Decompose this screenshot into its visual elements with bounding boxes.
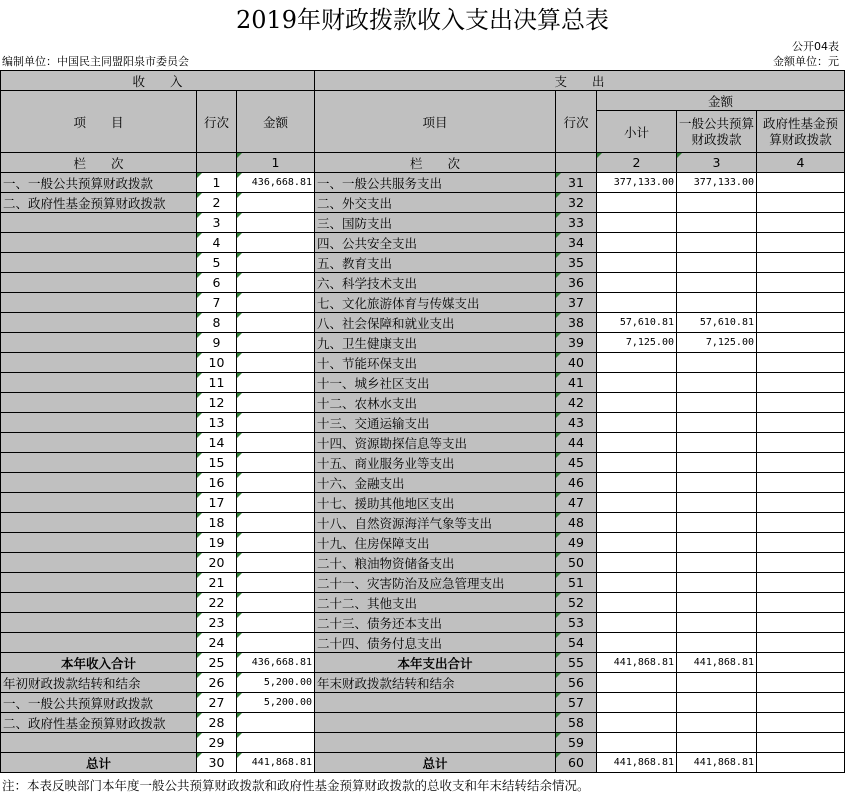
income-amount xyxy=(237,273,315,293)
expense-item: 六、科学技术支出 xyxy=(315,273,556,293)
income-item xyxy=(1,253,197,273)
expense-subtotal xyxy=(597,273,677,293)
table-row xyxy=(1,313,845,333)
expense-item: 三、国防支出 xyxy=(315,213,556,233)
expense-row-no: 37 xyxy=(556,293,597,313)
expense-row-no-header: 行次 xyxy=(556,91,597,153)
expense-general-budget xyxy=(677,493,757,513)
document-number: 公开04表 xyxy=(792,40,839,53)
income-item xyxy=(1,453,197,473)
expense-item: 十九、住房保障支出 xyxy=(315,533,556,553)
income-row-no: 1 xyxy=(197,173,237,193)
table-row xyxy=(1,613,845,633)
expense-fund-budget xyxy=(757,613,845,633)
income-row-no: 15 xyxy=(197,453,237,473)
income-row-no: 6 xyxy=(197,273,237,293)
fund-budget-header: 政府性基金预算财政拨款 xyxy=(757,111,845,153)
expense-fund-budget xyxy=(757,733,845,753)
table-row xyxy=(1,173,845,193)
income-row-no: 22 xyxy=(197,593,237,613)
income-item: 一、一般公共预算财政拨款 xyxy=(1,173,197,193)
expense-fund-budget xyxy=(757,193,845,213)
income-row-no: 19 xyxy=(197,533,237,553)
income-amount: 436,668.81 xyxy=(237,653,315,673)
income-row-no: 17 xyxy=(197,493,237,513)
income-row-no: 10 xyxy=(197,353,237,373)
expense-row-no: 52 xyxy=(556,593,597,613)
expense-row-no: 53 xyxy=(556,613,597,633)
footnote: 注：本表反映部门本年度一般公共预算财政拨款和政府性基金预算财政拨款的总收支和年末结转结余情况。 xyxy=(2,778,590,793)
table-row xyxy=(1,193,845,213)
expense-subtotal xyxy=(597,293,677,313)
table-row xyxy=(1,733,845,753)
expense-general-budget xyxy=(677,293,757,313)
expense-subtotal xyxy=(597,433,677,453)
income-row-no: 2 xyxy=(197,193,237,213)
expense-general-budget: 377,133.00 xyxy=(677,173,757,193)
income-amount xyxy=(237,493,315,513)
report-title: 2019年财政拨款收入支出决算总表 xyxy=(235,6,610,34)
income-item xyxy=(1,473,197,493)
table-row xyxy=(1,413,845,433)
income-item xyxy=(1,733,197,753)
income-amount xyxy=(237,533,315,553)
expense-row-no: 41 xyxy=(556,373,597,393)
column-number-4: 4 xyxy=(757,153,845,173)
expense-row-no: 47 xyxy=(556,493,597,513)
income-amount xyxy=(237,593,315,613)
income-row-no: 18 xyxy=(197,513,237,533)
table-row xyxy=(1,513,845,533)
table-row xyxy=(1,253,845,273)
expense-item: 二十一、灾害防治及应急管理支出 xyxy=(315,573,556,593)
amount-unit: 金额单位：元 xyxy=(773,55,839,68)
expense-fund-budget xyxy=(757,713,845,733)
expense-general-budget xyxy=(677,593,757,613)
expense-subtotal: 377,133.00 xyxy=(597,173,677,193)
expense-row-no: 49 xyxy=(556,533,597,553)
expense-fund-budget xyxy=(757,173,845,193)
table-row xyxy=(1,633,845,653)
expense-row-no: 32 xyxy=(556,193,597,213)
expense-row-no: 48 xyxy=(556,513,597,533)
expense-subtotal xyxy=(597,633,677,653)
expense-fund-budget xyxy=(757,493,845,513)
income-item xyxy=(1,593,197,613)
expense-row-no: 56 xyxy=(556,673,597,693)
table-row xyxy=(1,553,845,573)
expense-subtotal xyxy=(597,453,677,473)
expense-item: 二、外交支出 xyxy=(315,193,556,213)
expense-row-no: 58 xyxy=(556,713,597,733)
income-row-no: 13 xyxy=(197,413,237,433)
expense-fund-budget xyxy=(757,633,845,653)
table-row xyxy=(1,573,845,593)
income-item xyxy=(1,233,197,253)
expense-item: 二十四、债务付息支出 xyxy=(315,633,556,653)
income-item: 一、一般公共预算财政拨款 xyxy=(1,693,197,713)
income-row-no: 7 xyxy=(197,293,237,313)
general-budget-header: 一般公共预算财政拨款 xyxy=(677,111,757,153)
column-blank-2 xyxy=(556,153,597,173)
expense-general-budget: 441,868.81 xyxy=(677,653,757,673)
expense-general-budget xyxy=(677,433,757,453)
expense-general-budget xyxy=(677,193,757,213)
expense-fund-budget xyxy=(757,293,845,313)
income-row-no: 4 xyxy=(197,233,237,253)
income-row-no: 21 xyxy=(197,573,237,593)
table-row xyxy=(1,453,845,473)
expense-general-budget xyxy=(677,393,757,413)
expense-subtotal xyxy=(597,733,677,753)
column-number-1: 1 xyxy=(237,153,315,173)
expense-subtotal: 57,610.81 xyxy=(597,313,677,333)
expense-general-budget xyxy=(677,573,757,593)
expense-general-budget: 57,610.81 xyxy=(677,313,757,333)
expense-general-budget xyxy=(677,233,757,253)
income-amount xyxy=(237,613,315,633)
table-row xyxy=(1,393,845,413)
column-label-expense: 栏 次 xyxy=(315,153,556,173)
expense-subtotal xyxy=(597,413,677,433)
table-row xyxy=(1,213,845,233)
income-row-no: 8 xyxy=(197,313,237,333)
table-row xyxy=(1,753,845,773)
table-row xyxy=(1,353,845,373)
income-row-no: 30 xyxy=(197,753,237,773)
expense-row-no: 31 xyxy=(556,173,597,193)
table-row xyxy=(1,593,845,613)
expense-item: 十三、交通运输支出 xyxy=(315,413,556,433)
expense-general-budget xyxy=(677,553,757,573)
income-amount xyxy=(237,213,315,233)
expense-item-header: 项目 xyxy=(315,91,556,153)
expense-general-budget xyxy=(677,513,757,533)
expense-fund-budget xyxy=(757,653,845,673)
expense-row-no: 34 xyxy=(556,233,597,253)
expense-item xyxy=(315,713,556,733)
table-row xyxy=(1,293,845,313)
expense-subtotal xyxy=(597,613,677,633)
expense-row-no: 36 xyxy=(556,273,597,293)
expense-fund-budget xyxy=(757,253,845,273)
income-amount xyxy=(237,573,315,593)
expense-row-no: 54 xyxy=(556,633,597,653)
income-row-no: 23 xyxy=(197,613,237,633)
expense-item: 十一、城乡社区支出 xyxy=(315,373,556,393)
expense-item: 十八、自然资源海洋气象等支出 xyxy=(315,513,556,533)
expense-amount-header: 金额 xyxy=(597,91,845,111)
income-item xyxy=(1,573,197,593)
income-header: 收 入 xyxy=(1,71,315,91)
expense-item: 本年支出合计 xyxy=(315,653,556,673)
expense-subtotal xyxy=(597,673,677,693)
income-item xyxy=(1,213,197,233)
income-amount xyxy=(237,353,315,373)
income-row-no-header: 行次 xyxy=(197,91,237,153)
expense-fund-budget xyxy=(757,433,845,453)
table-row xyxy=(1,333,845,353)
expense-subtotal xyxy=(597,693,677,713)
expense-header: 支 出 xyxy=(315,71,845,91)
table-row xyxy=(1,373,845,393)
expense-row-no: 51 xyxy=(556,573,597,593)
expense-row-no: 60 xyxy=(556,753,597,773)
income-amount xyxy=(237,633,315,653)
expense-general-budget xyxy=(677,453,757,473)
income-amount xyxy=(237,513,315,533)
expense-general-budget: 441,868.81 xyxy=(677,753,757,773)
budget-table xyxy=(0,70,845,773)
expense-fund-budget xyxy=(757,453,845,473)
table-row xyxy=(1,673,845,693)
expense-item: 十五、商业服务业等支出 xyxy=(315,453,556,473)
expense-row-no: 45 xyxy=(556,453,597,473)
income-row-no: 27 xyxy=(197,693,237,713)
income-amount: 5,200.00 xyxy=(237,693,315,713)
expense-general-budget xyxy=(677,713,757,733)
expense-fund-budget xyxy=(757,553,845,573)
income-row-no: 5 xyxy=(197,253,237,273)
expense-row-no: 57 xyxy=(556,693,597,713)
expense-subtotal xyxy=(597,473,677,493)
expense-fund-budget xyxy=(757,273,845,293)
expense-row-no: 33 xyxy=(556,213,597,233)
expense-general-budget xyxy=(677,213,757,233)
expense-item: 七、文化旅游体育与传媒支出 xyxy=(315,293,556,313)
expense-fund-budget xyxy=(757,233,845,253)
expense-fund-budget xyxy=(757,353,845,373)
expense-fund-budget xyxy=(757,673,845,693)
expense-row-no: 55 xyxy=(556,653,597,673)
income-item xyxy=(1,513,197,533)
expense-fund-budget xyxy=(757,513,845,533)
expense-item: 十、节能环保支出 xyxy=(315,353,556,373)
expense-general-budget xyxy=(677,533,757,553)
table-row xyxy=(1,533,845,553)
expense-item: 八、社会保障和就业支出 xyxy=(315,313,556,333)
expense-item: 一、一般公共服务支出 xyxy=(315,173,556,193)
income-item xyxy=(1,633,197,653)
expense-general-budget xyxy=(677,413,757,433)
income-amount xyxy=(237,393,315,413)
income-amount: 441,868.81 xyxy=(237,753,315,773)
expense-general-budget: 7,125.00 xyxy=(677,333,757,353)
expense-fund-budget xyxy=(757,413,845,433)
income-row-no: 24 xyxy=(197,633,237,653)
income-item: 年初财政拨款结转和结余 xyxy=(1,673,197,693)
income-item xyxy=(1,273,197,293)
income-item xyxy=(1,293,197,313)
column-number-2: 2 xyxy=(597,153,677,173)
expense-item: 十四、资源勘探信息等支出 xyxy=(315,433,556,453)
income-row-no: 3 xyxy=(197,213,237,233)
expense-general-budget xyxy=(677,373,757,393)
income-row-no: 16 xyxy=(197,473,237,493)
income-amount xyxy=(237,253,315,273)
expense-item: 十六、金融支出 xyxy=(315,473,556,493)
expense-general-budget xyxy=(677,273,757,293)
expense-row-no: 50 xyxy=(556,553,597,573)
expense-fund-budget xyxy=(757,393,845,413)
income-item xyxy=(1,393,197,413)
table-row xyxy=(1,473,845,493)
expense-fund-budget xyxy=(757,533,845,553)
income-amount: 5,200.00 xyxy=(237,673,315,693)
expense-subtotal: 7,125.00 xyxy=(597,333,677,353)
expense-fund-budget xyxy=(757,373,845,393)
expense-subtotal xyxy=(597,593,677,613)
expense-item xyxy=(315,733,556,753)
income-amount: 436,668.81 xyxy=(237,173,315,193)
income-item xyxy=(1,413,197,433)
income-item xyxy=(1,493,197,513)
income-amount xyxy=(237,333,315,353)
subtotal-header: 小计 xyxy=(597,111,677,153)
expense-row-no: 39 xyxy=(556,333,597,353)
expense-fund-budget xyxy=(757,753,845,773)
column-blank-1 xyxy=(197,153,237,173)
income-row-no: 11 xyxy=(197,373,237,393)
income-amount xyxy=(237,713,315,733)
income-row-no: 20 xyxy=(197,553,237,573)
table-row xyxy=(1,493,845,513)
income-amount xyxy=(237,473,315,493)
expense-general-budget xyxy=(677,673,757,693)
expense-subtotal xyxy=(597,533,677,553)
income-item xyxy=(1,353,197,373)
expense-row-no: 40 xyxy=(556,353,597,373)
income-amount xyxy=(237,413,315,433)
income-item xyxy=(1,433,197,453)
expense-subtotal xyxy=(597,353,677,373)
expense-subtotal xyxy=(597,233,677,253)
table-row xyxy=(1,693,845,713)
expense-general-budget xyxy=(677,353,757,373)
expense-fund-budget xyxy=(757,473,845,493)
expense-row-no: 46 xyxy=(556,473,597,493)
expense-general-budget xyxy=(677,613,757,633)
expense-item: 九、卫生健康支出 xyxy=(315,333,556,353)
income-amount xyxy=(237,233,315,253)
expense-subtotal xyxy=(597,373,677,393)
expense-subtotal xyxy=(597,253,677,273)
income-row-no: 25 xyxy=(197,653,237,673)
expense-subtotal: 441,868.81 xyxy=(597,753,677,773)
expense-item: 五、教育支出 xyxy=(315,253,556,273)
column-number-3: 3 xyxy=(677,153,757,173)
income-amount xyxy=(237,293,315,313)
expense-item: 二十、粮油物资储备支出 xyxy=(315,553,556,573)
table-row xyxy=(1,713,845,733)
expense-subtotal xyxy=(597,393,677,413)
income-item: 本年收入合计 xyxy=(1,653,197,673)
expense-subtotal xyxy=(597,553,677,573)
income-amount xyxy=(237,433,315,453)
expense-item: 十二、农林水支出 xyxy=(315,393,556,413)
expense-fund-budget xyxy=(757,213,845,233)
table-row xyxy=(1,653,845,673)
expense-subtotal xyxy=(597,713,677,733)
income-amount xyxy=(237,733,315,753)
column-label-income: 栏 次 xyxy=(1,153,197,173)
expense-row-no: 59 xyxy=(556,733,597,753)
income-amount xyxy=(237,193,315,213)
income-item xyxy=(1,313,197,333)
expense-fund-budget xyxy=(757,333,845,353)
expense-fund-budget xyxy=(757,573,845,593)
income-item: 总计 xyxy=(1,753,197,773)
expense-general-budget xyxy=(677,633,757,653)
expense-fund-budget xyxy=(757,313,845,333)
expense-row-no: 38 xyxy=(556,313,597,333)
expense-item: 二十三、债务还本支出 xyxy=(315,613,556,633)
income-row-no: 14 xyxy=(197,433,237,453)
income-row-no: 9 xyxy=(197,333,237,353)
expense-general-budget xyxy=(677,253,757,273)
income-row-no: 28 xyxy=(197,713,237,733)
expense-item: 总计 xyxy=(315,753,556,773)
income-row-no: 26 xyxy=(197,673,237,693)
expense-subtotal xyxy=(597,493,677,513)
income-item-header: 项 目 xyxy=(1,91,197,153)
expense-general-budget xyxy=(677,473,757,493)
expense-subtotal xyxy=(597,193,677,213)
income-amount xyxy=(237,453,315,473)
income-item: 二、政府性基金预算财政拨款 xyxy=(1,193,197,213)
expense-row-no: 35 xyxy=(556,253,597,273)
expense-subtotal: 441,868.81 xyxy=(597,653,677,673)
expense-item xyxy=(315,693,556,713)
expense-item: 四、公共安全支出 xyxy=(315,233,556,253)
expense-subtotal xyxy=(597,513,677,533)
expense-subtotal xyxy=(597,213,677,233)
expense-subtotal xyxy=(597,573,677,593)
expense-row-no: 43 xyxy=(556,413,597,433)
expense-item: 年末财政拨款结转和结余 xyxy=(315,673,556,693)
table-row xyxy=(1,273,845,293)
table-row xyxy=(1,433,845,453)
expense-general-budget xyxy=(677,693,757,713)
income-row-no: 12 xyxy=(197,393,237,413)
expense-item: 十七、援助其他地区支出 xyxy=(315,493,556,513)
income-row-no: 29 xyxy=(197,733,237,753)
income-item xyxy=(1,533,197,553)
income-item: 二、政府性基金预算财政拨款 xyxy=(1,713,197,733)
income-amount xyxy=(237,313,315,333)
expense-row-no: 44 xyxy=(556,433,597,453)
expense-general-budget xyxy=(677,733,757,753)
compiling-unit: 编制单位：中国民主同盟阳泉市委员会 xyxy=(2,55,189,68)
income-item xyxy=(1,553,197,573)
expense-fund-budget xyxy=(757,593,845,613)
table-row xyxy=(1,233,845,253)
income-amount xyxy=(237,373,315,393)
expense-row-no: 42 xyxy=(556,393,597,413)
expense-fund-budget xyxy=(757,693,845,713)
income-item xyxy=(1,333,197,353)
expense-item: 二十二、其他支出 xyxy=(315,593,556,613)
income-item xyxy=(1,613,197,633)
income-amount xyxy=(237,553,315,573)
income-item xyxy=(1,373,197,393)
income-amount-header: 金额 xyxy=(237,91,315,153)
